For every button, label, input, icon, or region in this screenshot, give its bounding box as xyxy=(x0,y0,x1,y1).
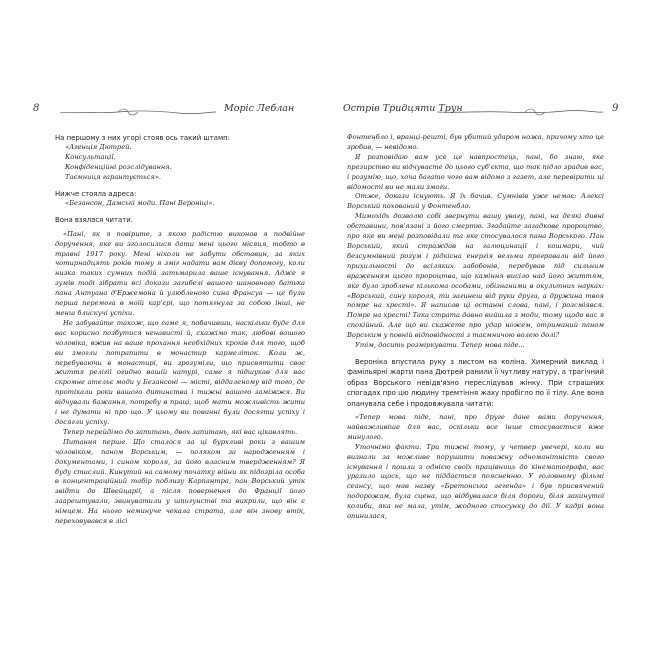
right-text-column xyxy=(347,133,604,522)
left-page-number: 8 xyxy=(33,103,40,114)
letter-paragraph: Мимохідь дозволю собі звернути вашу увагу, пані, на деякі дивні обставини, пов'язані з його смертю. Згадайте загадкове пророцтво, про яке ви мені розповідали та яке стосувалося пана Ворського. Пан Ворський, який страждав на галюцинації і кошмари, чий безсумнівний розум і рідкісна енергія вельми програвали від його прихильності до всіляких забобонів, перебував під сильним враженням цього пророцтва, що каміння висіло над його життям, яке було зроблене кількома особами, обізнаними в окультних науках: «Ворський, сину короля, ти загинеш від руки друга, а дружина твоя помре на хресті». Я написав ці останні слова, пані, і розсміявся. Помре на хресті! Така страта давно вийшла з моди, тому щодо вас я спокійний. Але що ви скажете про удар ножем, отриманий паном Ворським у повній відповідності з таємничою волею долі? xyxy=(347,212,604,340)
left-text-column xyxy=(55,133,305,527)
left-header-flourish-icon xyxy=(58,107,218,117)
letter-paragraph: Питання перше. Що сталося за ці бурхливі роки з вашим чоловіком, паном Ворським, — поляком за народженням і документами, і сином короля, за його власним твердженням? Я буду стислий. Кинутий на самому початку війни як підозріла особа в концентраційний табір поблизу Карпантра, пан Ворський утік звідти до Швейцарії, а після повернення до Франції його заарештували, звинуватили у шпигунстві та викрили, що він є німцем. На нього неминуче чекала страта, але він знову втік, переховувався в лісі xyxy=(55,437,305,526)
letter-paragraph: Фонтенбло і, вранці-рештi, був убитий ударом ножа, причому хто це зробив, — невідомо. xyxy=(347,133,604,151)
stamp-block xyxy=(55,143,305,183)
right-running-head: Острів Тридцяти Трун xyxy=(343,103,463,114)
stamp-line: Таємниця гарантується». xyxy=(65,173,162,182)
stamp-line: «Агенція Дютрей. xyxy=(65,143,132,152)
letter-paragraph: Отже, докази існують. Я їх бачив. Сумнівів уже немає: Алексі Ворський похований у Фонтенбло. xyxy=(347,192,604,211)
right-page-number: 9 xyxy=(612,103,619,114)
right-header-flourish-icon xyxy=(435,107,605,117)
address-intro: Нижче стояла адреса: xyxy=(55,190,137,199)
left-running-head: Моріс Леблан xyxy=(224,103,295,114)
left-running-header xyxy=(0,103,325,119)
continuation-paragraph: «Тепер мова піде, пані, про друге дане вами доручення, найважливіше для вас, оскільки все інше стосувається вже минулого. xyxy=(347,412,604,441)
narrative-paragraph: Вероніка впустила руку з листом на коліна. Химерний виклад і фамільярні жарти пана Дютрей ранили її чутливу натуру, а трагічний образ Ворського невідв'язно переслідував жінку. При страшних спогадах про цю людину тремтіння жаху пробігло по її тілу. Але вона опанувала себе і продовжувала читати: xyxy=(347,357,604,408)
right-page xyxy=(325,0,650,650)
letter-paragraph: «Пані, як я повірите, з якою радістю виконав я подвійне доручення, яке ви зголосилися дати мені цього місяця, тобто в травні 1917 року. Мені ніколи не забути обставин, за яких чотирнадцять років тому я зміг надати вам дієву допомогу, коли низка таких сумних подій затьмарила ваше існування. Адже я зумів тоді зібрати всі докази загибелі вашого шановного батька пана Антуана д'Ержемона й улюбленого сина Франсуа — це була перша перемога в моїй кар'єрі, що потягнула за собою інші, не менш блискучі успіхи. xyxy=(55,229,305,317)
address: «Безансон, Дамські моди. Пані Вероніці». xyxy=(65,199,215,208)
stamp-intro: На першому з них угорі стояв ось такий штамп: xyxy=(55,134,230,142)
letter-paragraph: Утім, досить розміркувати. Тепер мова піде... xyxy=(355,341,525,350)
right-running-header xyxy=(325,103,650,119)
stamp-line: Консультації. xyxy=(65,153,116,162)
letter-paragraph: Не забувайте також, що саме я, побачивши, наскільки буде для вас корисно позбутися ненависті й, скажімо так, любові вашого чоловіка, вжив на ваше прохання необхідних кроків для того, щоб ви змогли потрапити в монастир кармеліток. Коли ж, перебуваючи в монастирі, ви зрозуміли, що присвятити своє життя релігії огидно вашій натурі, саме я підшукав для вас скромне ательє моди у Безансоні — місті, віддаленому від того, де протікали роки вашого дитинства і тижні вашого заміжжя. Ви відчували бажання, потребу в праці, щоб мати можливість жити і не думати ні про що. У цьому ви повинні були досягти успіху і досягли успіху. xyxy=(55,318,305,426)
letter-paragraph: Я розповідаю вам усе це навпростець, пані, бо знаю, яке презирство ви відчуваєте до цього суб'єкта, що так підло зрадив вас, і розумію, що, хоча багато чого вам відомо з газет, але перевірити ці відомості ви не мали змоги. xyxy=(347,152,604,191)
reading-intro: Вона взялася читати. xyxy=(55,216,133,225)
letter-paragraph: Тепер перейдімо до запитань, двох запитань, які вас цікавлять. xyxy=(63,427,298,436)
continuation-paragraph: Уточнімо факти. Три тижні тому, у четвер увечері, коли ви визнали за можливе порушити поважну одноманітність свого існування і пошли з однією своїх працівниць до кінематографа, вас уразило щось, що не піддається поясненню. У головному фільмі сеансу, що мав назву «Бретонська легенда» і був присвячений подорожам, була сцена, що відбувалася біля дороги, біля закинутої колиби, яка не мала, утім, жодного стосунку до дії. У кадрі вона опинилася, xyxy=(347,442,604,521)
stamp-line: Конфіденційні розслідування. xyxy=(65,163,172,172)
